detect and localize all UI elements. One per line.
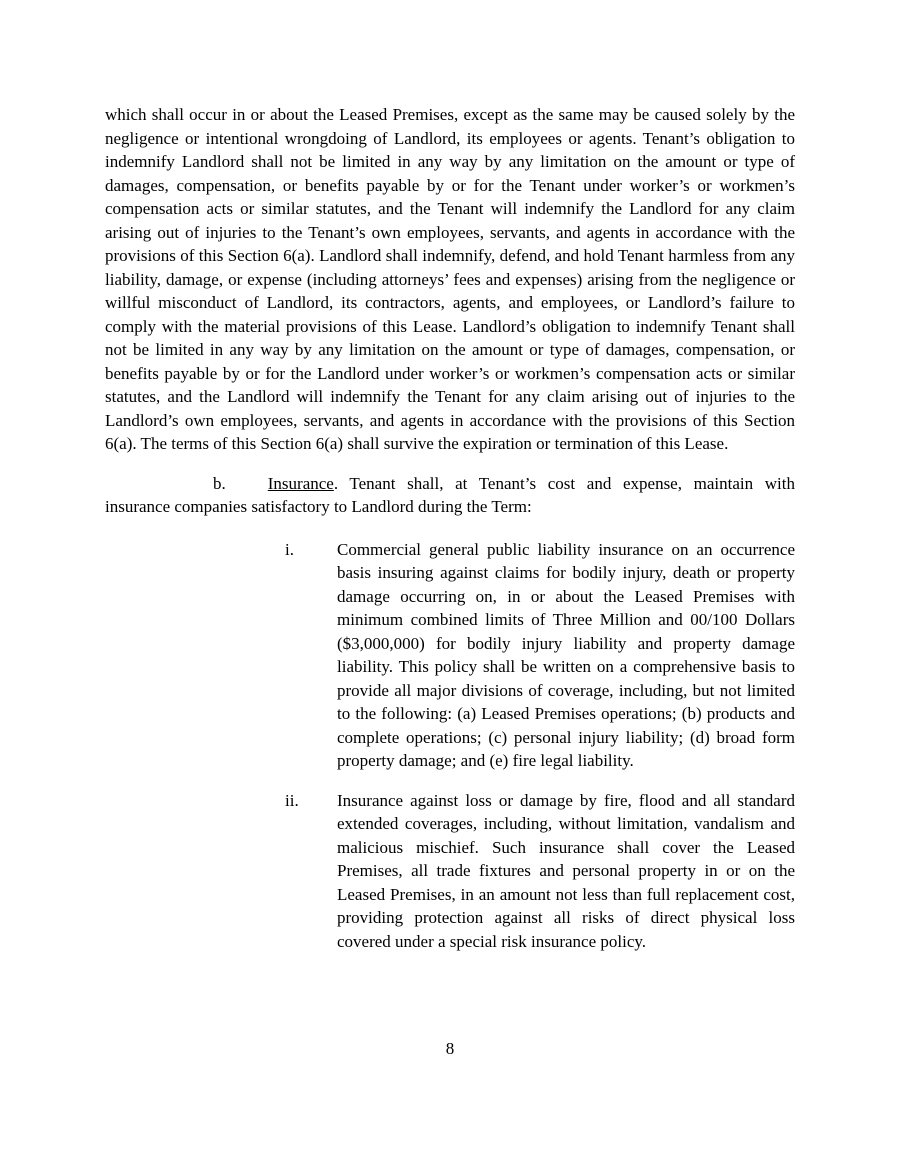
legal-text-content	[105, 103, 795, 953]
indemnity-paragraph: which shall occur in or about the Leased Premises, except as the same may be caused solely by the negligence or intentional wrongdoing of Landlord, its employees or agents. Tenant’s obligation to indemnify Landlord shall not be limited in any way by any limitation on the amount or type of damages, compensation, or benefits payable by or for the Tenant under worker’s or workmen’s compensation acts or similar statutes, and the Tenant will indemnify the Landlord for any claim arising out of injuries to the Tenant’s own employees, servants, and agents in accordance with the provisions of this Section 6(a). Landlord shall indemnify, defend, and hold Tenant harmless from any liability, damage, or expense (including attorneys’ fees and expenses) arising from the negligence or willful misconduct of Landlord, its contractors, agents, and employees, or Landlord’s failure to comply with the material provisions of this Lease. Landlord’s obligation to indemnify Tenant shall not be limited in any way by any limitation on the amount or type of damages, compensation, or benefits payable by or for the Landlord under worker’s or workmen’s compensation acts or similar statutes, and the Landlord will indemnify the Tenant for any claim arising out of injuries to the Landlord’s own employees, servants, and agents in accordance with the provisions of this Section 6(a). The terms of this Section 6(a) shall survive the expiration or termination of this Lease.	[105, 105, 795, 453]
page-number: 8	[445, 1039, 455, 1058]
list-item-i	[285, 538, 795, 773]
insurance-intro-text: . Tenant shall, at Tenant’s cost and expense, maintain with insurance companies satisfactory to Landlord during the Term:	[105, 473, 795, 516]
list-item-ii	[285, 789, 795, 954]
list-item-i-text: Commercial general public liability insurance on an occurrence basis insuring against claims for bodily injury, death or property damage occurring on, in or about the Leased Premises with minimum combined limits of Three Million and 00/100 Dollars ($3,000,000) for bodily injury liability and property damage liability. This policy shall be written on a comprehensive basis to provide all major divisions of coverage, including, but not limited to the following: (a) Leased Premises operations; (b) products and complete operations; (c) personal injury liability; (d) broad form property damage; and (e) fire legal liability.	[337, 539, 795, 770]
insurance-heading: Insurance	[267, 473, 334, 493]
insurance-intro-paragraph	[105, 472, 795, 519]
section-b-label: b.	[213, 473, 226, 493]
list-item-ii-text: Insurance against loss or damage by fire, flood and all standard extended coverages, including, without limitation, vandalism and malicious mischief. Such insurance shall cover the Leased Premises, all trade fixtures and personal property in or on the Leased Premises, in an amount not less than full replacement cost, providing protection against all risks of direct physical loss covered under a special risk insurance policy.	[337, 790, 795, 951]
list-item-i-marker: i.	[285, 539, 294, 559]
list-item-ii-marker: ii.	[285, 790, 299, 810]
